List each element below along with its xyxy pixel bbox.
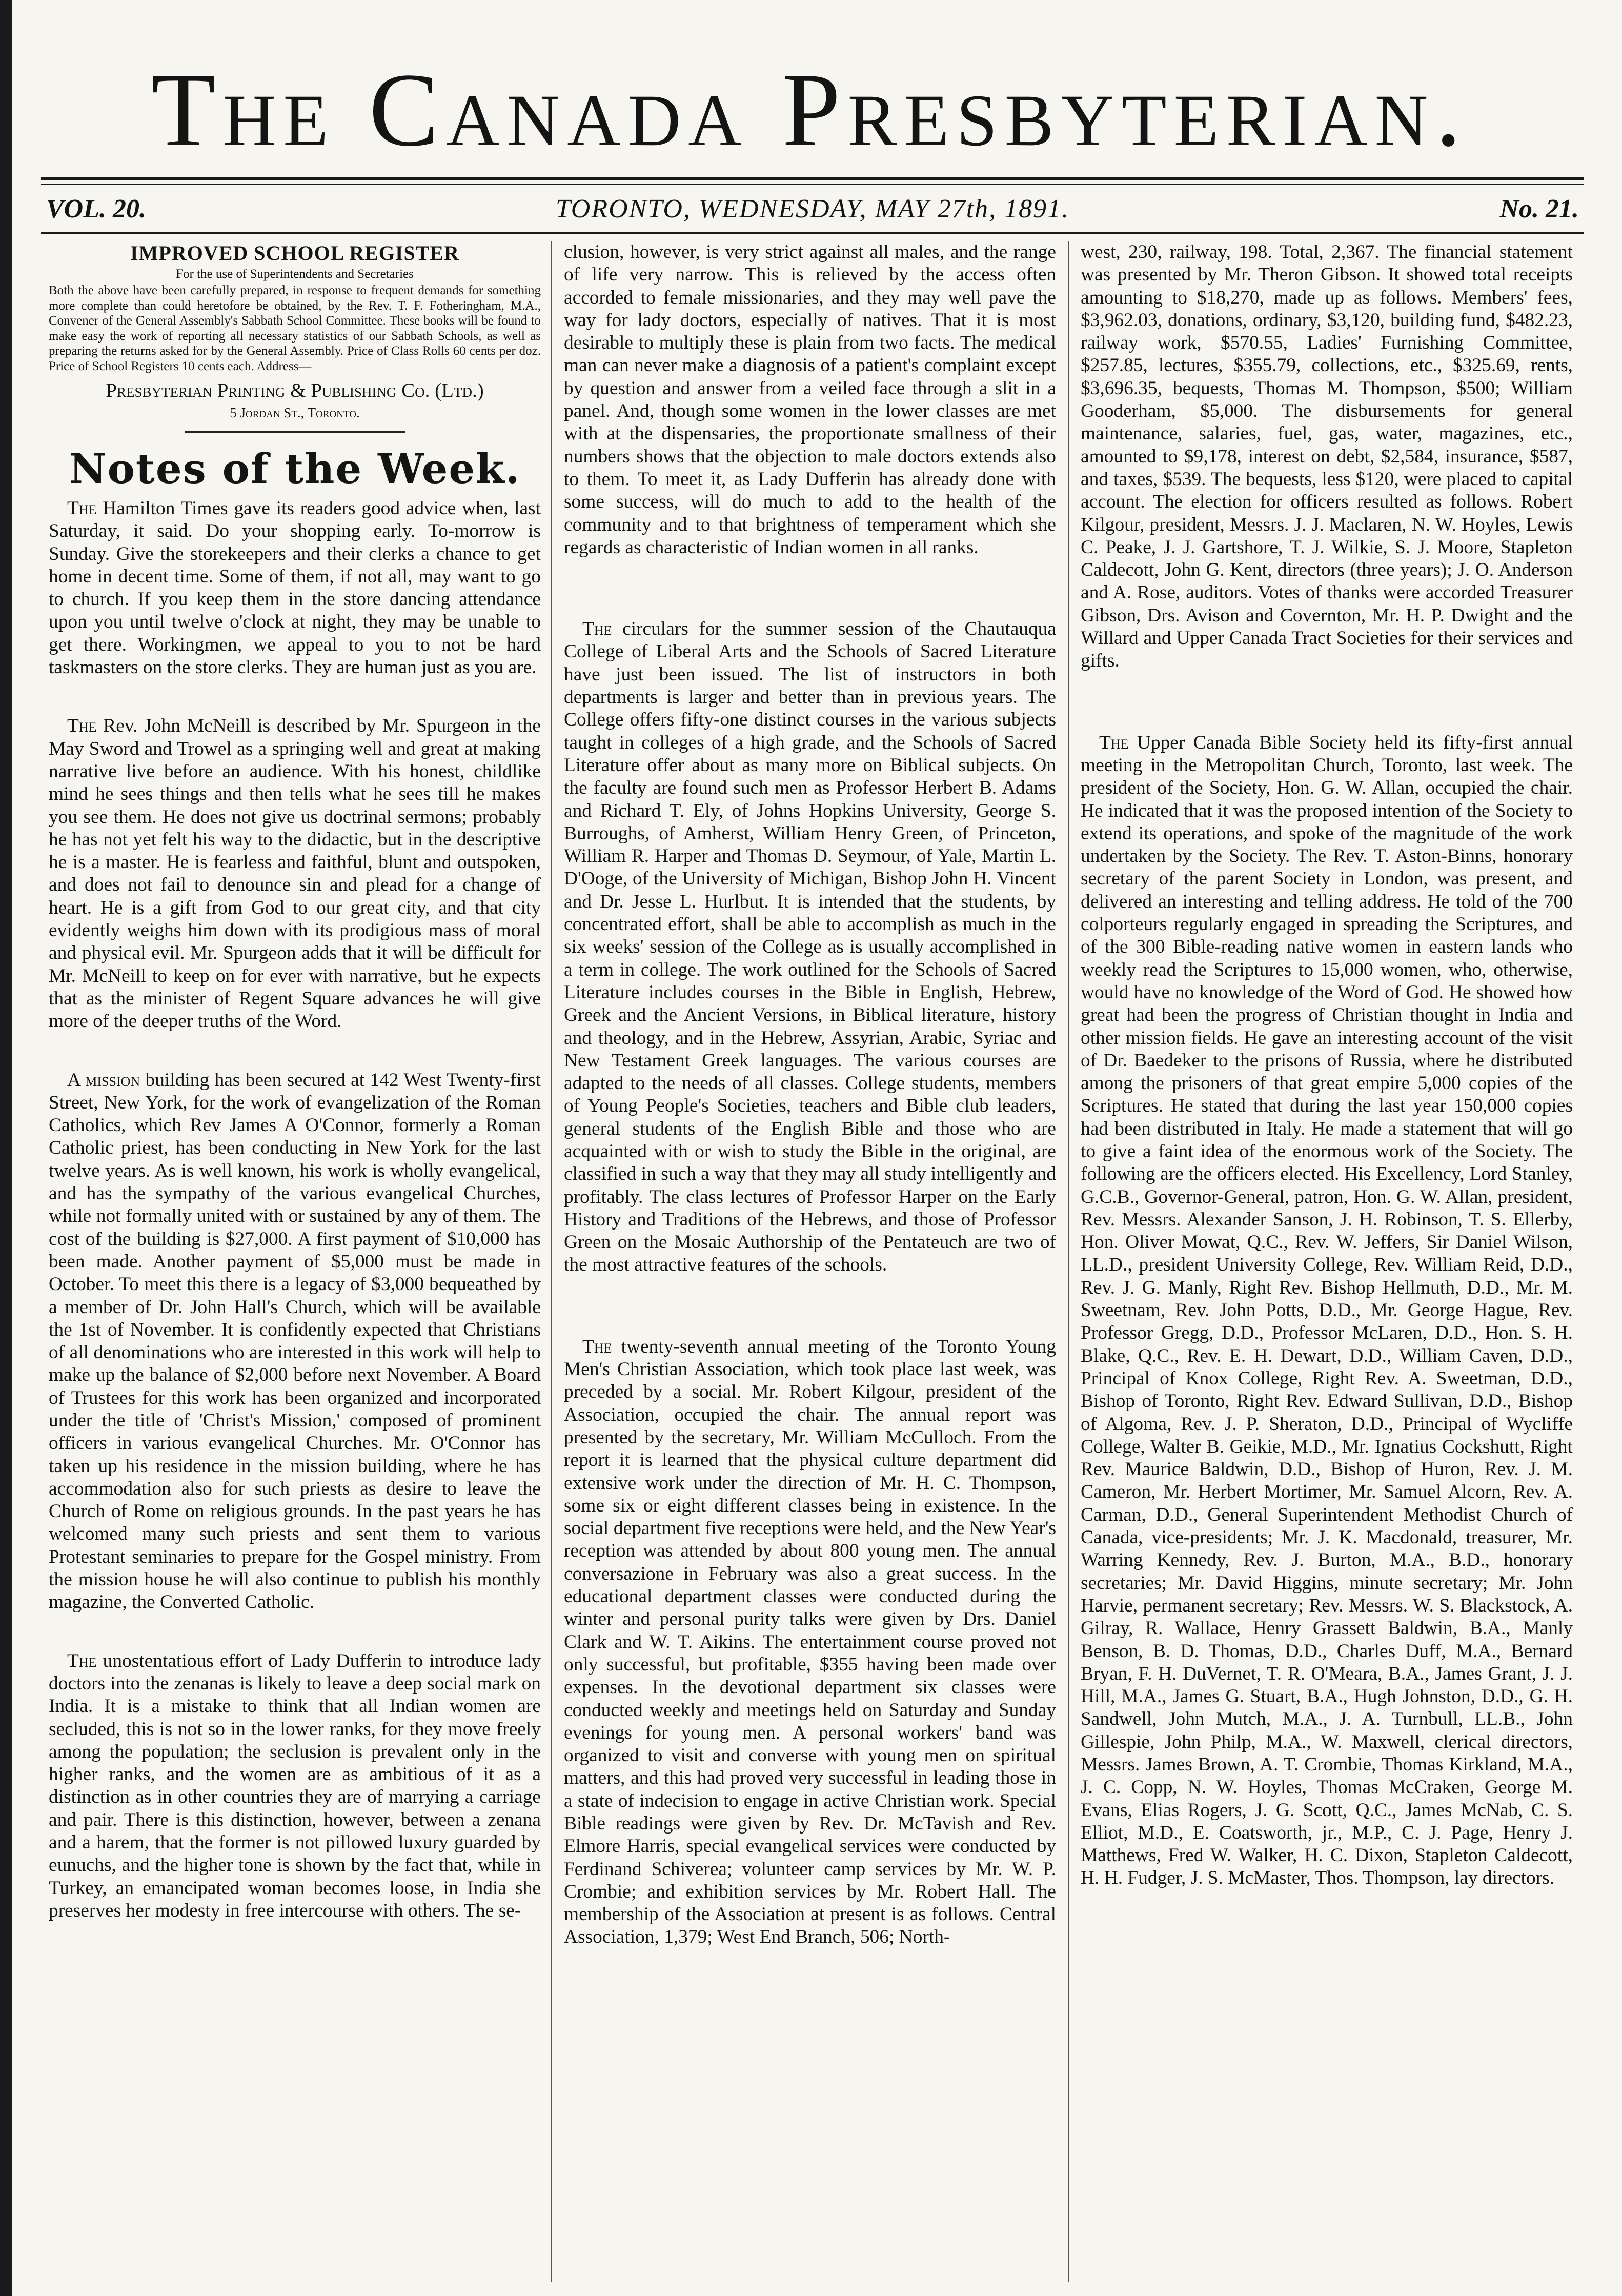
ad-body: Both the above have been carefully prepared, in response to frequent demands for something more complete than could heretofore be obtained, by the Rev. T. F. Fotheringham, M.A., Convener of the General Assembly's Sabbath School Committee. These books will be found to make easy the work of reporting all necessary statistics of our Sabbath Schools, as well as preparing the returns asked for by the General Assembly. Price of Class Rolls 60 cents per doz. Price of School Registers 10 cents each. Address— [49,284,541,373]
article-spacer [49,679,541,715]
section-rule [185,431,405,433]
article-paragraph [49,715,541,1033]
column-divider [551,241,552,2282]
article-paragraph [49,1069,541,1614]
volume-number: VOL. 20. [46,194,146,224]
column-1 [49,241,541,2284]
article-spacer [564,559,1056,618]
article-paragraph [49,1650,541,1923]
article-text: building has been secured at 142 West Twenty-first Street, New York, for the work of evangelization of the Roman Catholics, which Rev James A O'Connor, formerly a Roman Catholic priest, has been conducting in New York for the last twelve years. As is well known, his work is wholly evangelical, and has the sympathy of the various evangelical Churches, while not formally united with or sustained by any of them. The cost of the building is $27,000. A first payment of $10,000 has been made. Another payment of $5,000 must be made in October. To meet this there is a legacy of $3,000 bequeathed by a member of Dr. John Hall's Church, which will be available the 1st of November. It is confidently expected that Christians of all denominations who are interested in this work will help to make up the balance of $2,000 before next November. A Board of Trustees for this work has been organized and incorporated under the title of 'Christ's Mission,' composed of prominent officers in various evangelical Churches. Mr. O'Connor has taken up his residence in the mission building, where he has accommodation also for such priests as desire to leave the Church of Rome on religious grounds. In the past years he has welcomed many such priests and sent them to various Protestant seminaries to prepare for the Gospel ministry. From the mission house he will also continue to publish his monthly magazine, the Converted Catholic. [49,1069,541,1613]
article-paragraph: west, 230, railway, 198. Total, 2,367. The financial statement was presented by Mr. Theron Gibson. It showed total receipts amounting to $18,270, made up as follows. Members' fees, $3,962.03, donations, ordinary, $3,120, building fund, $482.23, railway work, $570.55, Ladies' Furnishing Committee, $257.85, lectures, $355.79, collections, etc., $325.69, rents, $3,696.35, bequests, Thomas M. Thompson, $500; William Gooderham, $5,000. The disbursements for general maintenance, salaries, fuel, gas, water, magazines, etc., amounted to $9,178, interest on debt, $2,584, insurance, $587, and taxes, $539. The bequests, less $120, were placed to capital account. The election for officers resulted as follows. Robert Kilgour, president, Messrs. J. J. Maclaren, N. W. Hoyles, Lewis C. Peake, J. J. Gartshore, T. J. Wilkie, S. J. Moore, Stapleton Caldecott, John G. Kent, directors (three years); J. O. Anderson and A. Rose, auditors. Votes of thanks were accorded Treasurer Gibson, Drs. Avison and Covernton, Mr. H. P. Dwight and the Willard and Upper Canada Tract Societies for their services and gifts. [1081,241,1573,672]
masthead-title: The Canada Presbyterian. [151,52,1469,168]
column-divider [1068,241,1069,2282]
article-lead: The [67,498,97,519]
article-paragraph [564,1336,1056,1949]
section-heading: Notes of the Week. [69,445,521,493]
ad-title: IMPROVED SCHOOL REGISTER [130,241,459,265]
article-lead: The [582,618,612,640]
ad-subtitle: For the use of Superintendents and Secretaries [176,267,414,281]
article-text: Upper Canada Bible Society held its fifty-first annual meeting in the Metropolitan Church, Toronto, last week. The president of the Society, Hon. G. W. Allan, occupied the chair. He indicated that it was the proposed intention of the Society to extend its operations, and spoke of the magnitude of the work undertaken by the Society. The Rev. T. Aston-Binns, honorary secretary of the parent Society in London, was present, and delivered an interesting and telling address. He told of the 700 colporteurs regularly engaged in spreading the Scriptures, and of the 300 Bible-reading native women in eastern lands who weekly read the Scriptures to 15,000 women, who, otherwise, would have no knowledge of the Word of God. He showed how great had been the progress of Christian thought in India and other mission fields. He gave an interesting account of the visit of Dr. Baedeker to the prisons of Russia, where he distributed among the prisoners of that great empire 5,000 copies of the Scriptures. He stated that during the last year 150,000 copies had been distributed in Italy. He made a statement that will go to give a faint idea of the enormous work of the Society. The following are the officers elected. His Excellency, Lord Stanley, G.C.B., Governor-General, patron, Hon. G. W. Allan, president, Rev. Messrs. Alexander Sanson, J. H. Robinson, T. S. Ellerby, Hon. Oliver Mowat, Q.C., Rev. W. Jeffers, Sir Daniel Wilson, LL.D., president University College, Rev. William Reid, D.D., Rev. J. G. Manly, Right Rev. Bishop Hellmuth, D.D., Mr. M. Sweetnam, Rev. John Potts, D.D., Mr. George Hague, Rev. Professor Gregg, D.D., Professor McLaren, D.D., Hon. S. H. Blake, Q.C., Rev. E. H. Dewart, D.D., William Caven, D.D., Principal of Knox College, Right Rev. A. Sweetman, D.D., Bishop of Toronto, Right Rev. Edward Sullivan, D.D., Bishop of Algoma, Rev. J. P. Sheraton, D.D., Principal of Wycliffe College, Walter B. Geikie, M.D., Mr. Ignatius Cockshutt, Right Rev. Maurice Baldwin, D.D., Bishop of Huron, Rev. J. M. Cameron, Mr. Herbert Mortimer, Mr. Samuel Alcorn, Rev. A. Carman, D.D., General Superintendent Methodist Church of Canada, vice-presidents; Mr. J. K. Macdonald, treasurer, Mr. Warring Kennedy, Rev. J. Burton, M.A., B.D., honorary secretaries; Mr. David Higgins, minute secretary; Mr. John Harvie, permanent secretary; Rev. Messrs. W. S. Blackstock, A. Gilray, R. Wallace, Henry Grassett Baldwin, B.A., Manly Benson, B. D. Thomas, D.D., Charles Duff, M.A., Bernard Bryan, F. H. DuVernet, T. R. O'Meara, B.A., James Grant, J. J. Hill, M.A., James G. Stuart, B.A., Hugh Johnston, D.D., G. H. Sandwell, John Mutch, M.A., J. A. Turnbull, LL.B., John Gillespie, John Philp, M.A., W. Maxwell, clerical directors, Messrs. James Brown, A. T. Crombie, Thomas Kirkland, M.A., J. C. Copp, N. W. Hoyles, Thomas McCraken, George M. Evans, Elias Rogers, J. G. Scott, Q.C., James McNab, C. S. Elliot, M.D., E. Coatsworth, jr., M.P., C. J. Page, Henry J. Matthews, Fred W. Walker, H. C. Dixon, Stapleton Caldecott, H. H. Fudger, J. S. McMaster, Thos. Thompson, lay directors. [1081,732,1573,1889]
advertisement [49,241,541,422]
masthead-rule [41,177,1584,180]
article-paragraph: clusion, however, is very strict against all males, and the range of life very narrow. This is relieved by the access often accorded to female missionaries, and they may well pave the way for lady doctors, especially of natives. That it is most desirable to multiply these is plain from two facts. The medical man can never make a diagnosis of a patient's complaint except by question and answer from a veiled face through a slit in a panel. And, though some women in the lower classes are met with at the dispensaries, the proportionate smallness of their numbers shows that the objection to male doctors extends also to them. To meet it, as Lady Dufferin has already done with some success, will do much to add to the health of the community and to that brightness of temperament which she regards as characteristic of Indian women in all ranks. [564,241,1056,558]
article-lead: The [1099,732,1129,753]
scan-edge [0,0,12,2296]
article-spacer [49,1033,541,1069]
article-lead: The [582,1336,612,1357]
article-text: twenty-seventh annual meeting of the Toronto Young Men's Christian Association, which took place last week, was preceded by a social. Mr. Robert Kilgour, president of the Association, occupied the chair. The annual report was presented by the secretary, Mr. William McCulloch. From the report it is learned that the physical culture department did extensive work under the direction of Mr. H. C. Thompson, some six or eight different classes being in existence. In the social department five receptions were held, and the New Year's reception was attended by about 800 young men. The annual conversazione in February was also a great success. In the educational department classes were conducted during the winter and personal purity talks were given by Drs. Daniel Clark and W. T. Aikins. The entertainment course proved not only successful, but profitable, $355 having been made over expenses. In the devotional department six classes were conducted weekly and meetings held on Saturday and Sunday evenings for young men. A personal workers' band was organized to visit and converse with young men on spiritual matters, and this had proved very successful in leading those in a state of indecision to engage in active Christian work. Special Bible readings were given by Rev. Dr. McTavish and Rev. Elmore Harris, special evangelical services were conducted by Ferdinand Schiverea; volunteer camp services by Mr. W. P. Crombie; and exhibition services by Mr. Robert Hall. The membership of the Association at present is as follows. Central Association, 1,379; West End Branch, 506; North- [564,1336,1056,1948]
article-lead: A mission [67,1069,140,1091]
dateline-rule [41,232,1584,234]
article-text: circulars for the summer session of the Chautauqua College of Liberal Arts and the Schools of Sacred Literature have just been issued. The list of instructors in both departments is larger and better than in previous years. The College offers fifty-one distinct courses in the various subjects taught in colleges of a high grade, and the Schools of Sacred Literature offer about as many more on Biblical subjects. On the faculty are found such men as Professor Herbert B. Adams and Richard T. Ely, of Johns Hopkins University, George S. Burroughs, of Amherst, William Henry Green, of Princeton, William R. Harper and Thomas D. Seymour, of Yale, Martin L. D'Ooge, of the University of Michigan, Bishop John H. Vincent and Dr. Jesse L. Hurlbut. It is intended that the students, by concentrated effort, shall be able to accomplish as much in the six weeks' session of the College as is usually accomplished in a term in college. The work outlined for the Schools of Sacred Literature includes courses in the Bible in English, Hebrew, Greek and the Ancient Versions, in Biblical literature, history and theology, and in the Hebrew, Assyrian, Arabic, Syriac and New Testament Greek languages. The various courses are adapted to the needs of all classes. College students, members of Young People's Societies, teachers and Bible club leaders, general students of the English Bible and those who are acquainted with or wish to study the Bible in the original, are classified in such a way that they may all study intelligently and profitably. The class lectures of Professor Harper on the Early History and Traditions of the Hebrews, and those of Professor Green on the Mosaic Authorship of the Pentateuch are two of the most attractive features of the schools. [564,618,1056,1276]
article-lead: The [67,715,97,737]
ad-address: 5 Jordan St., Toronto. [230,405,360,420]
article-text: Hamilton Times gave its readers good advice when, last Saturday, it said. Do your shopping early. To-morrow is Sunday. Give the storekeepers and their clerks a chance to get home in decent time. Some of them, if not all, may want to go to church. If you keep them in the store dancing attendance upon you until twelve o'clock at night, they may be unable to get there. Workingmen, we appeal to you to not be hard taskmasters on the store clerks. They are human just as you are. [49,498,541,678]
article-paragraph [49,497,541,679]
article-text: unostentatious effort of Lady Dufferin to introduce lady doctors into the zenanas is likely to leave a deep social mark on India. It is a mistake to think that all Indian women are secluded, this is not so in the lower ranks, for they move freely among the population; the seclusion is prevalent only in the higher ranks, and the women are as ambitious of it as a distinction as in other countries they are of marrying a carriage and pair. There is this distinction, however, between a zenana and a harem, that the former is not pillowed luxury guarded by eunuchs, and the higher tone is shown by the fact that, while in Turkey, an emancipated woman becomes loose, in India she preserves her modesty in free intercourse with others. The se- [49,1650,541,1921]
masthead-rule-thin [41,184,1584,185]
article-text: Rev. John McNeill is described by Mr. Spurgeon in the May Sword and Trowel as a springing well and great at making narrative live before an audience. With his honest, childlike mind he sees things and then tells what he sees till he makes you see them. He does not give us doctrinal sermons; probably he has not yet felt his way to the didactic, but in the descriptive he is a master. He is fearless and faithful, blunt and outspoken, and does not fail to denounce sin and plead for a change of heart. He is a gift from God to our great city, and that city evidently weighs him down with its prodigious mass of moral and physical evil. Mr. Spurgeon adds that it will be difficult for Mr. McNeill to keep on for ever with narrative, but he expects that as the minister of Regent Square advances he will give more of the deeper truths of the Word. [49,715,541,1032]
article-paragraph [1081,732,1573,1890]
ad-publisher: Presbyterian Printing & Publishing Co. (Ltd.) [106,379,484,401]
column-2 [564,241,1056,2284]
dateline [46,191,1579,228]
issue-number: No. 21. [1499,194,1579,224]
article-spacer [1081,673,1573,732]
article-spacer [49,1614,541,1650]
article-paragraph [564,618,1056,1277]
column-3 [1081,241,1573,2284]
article-spacer [564,1277,1056,1336]
issue-date: TORONTO, WEDNESDAY, MAY 27th, 1891. [555,194,1070,224]
article-lead: The [67,1650,97,1671]
